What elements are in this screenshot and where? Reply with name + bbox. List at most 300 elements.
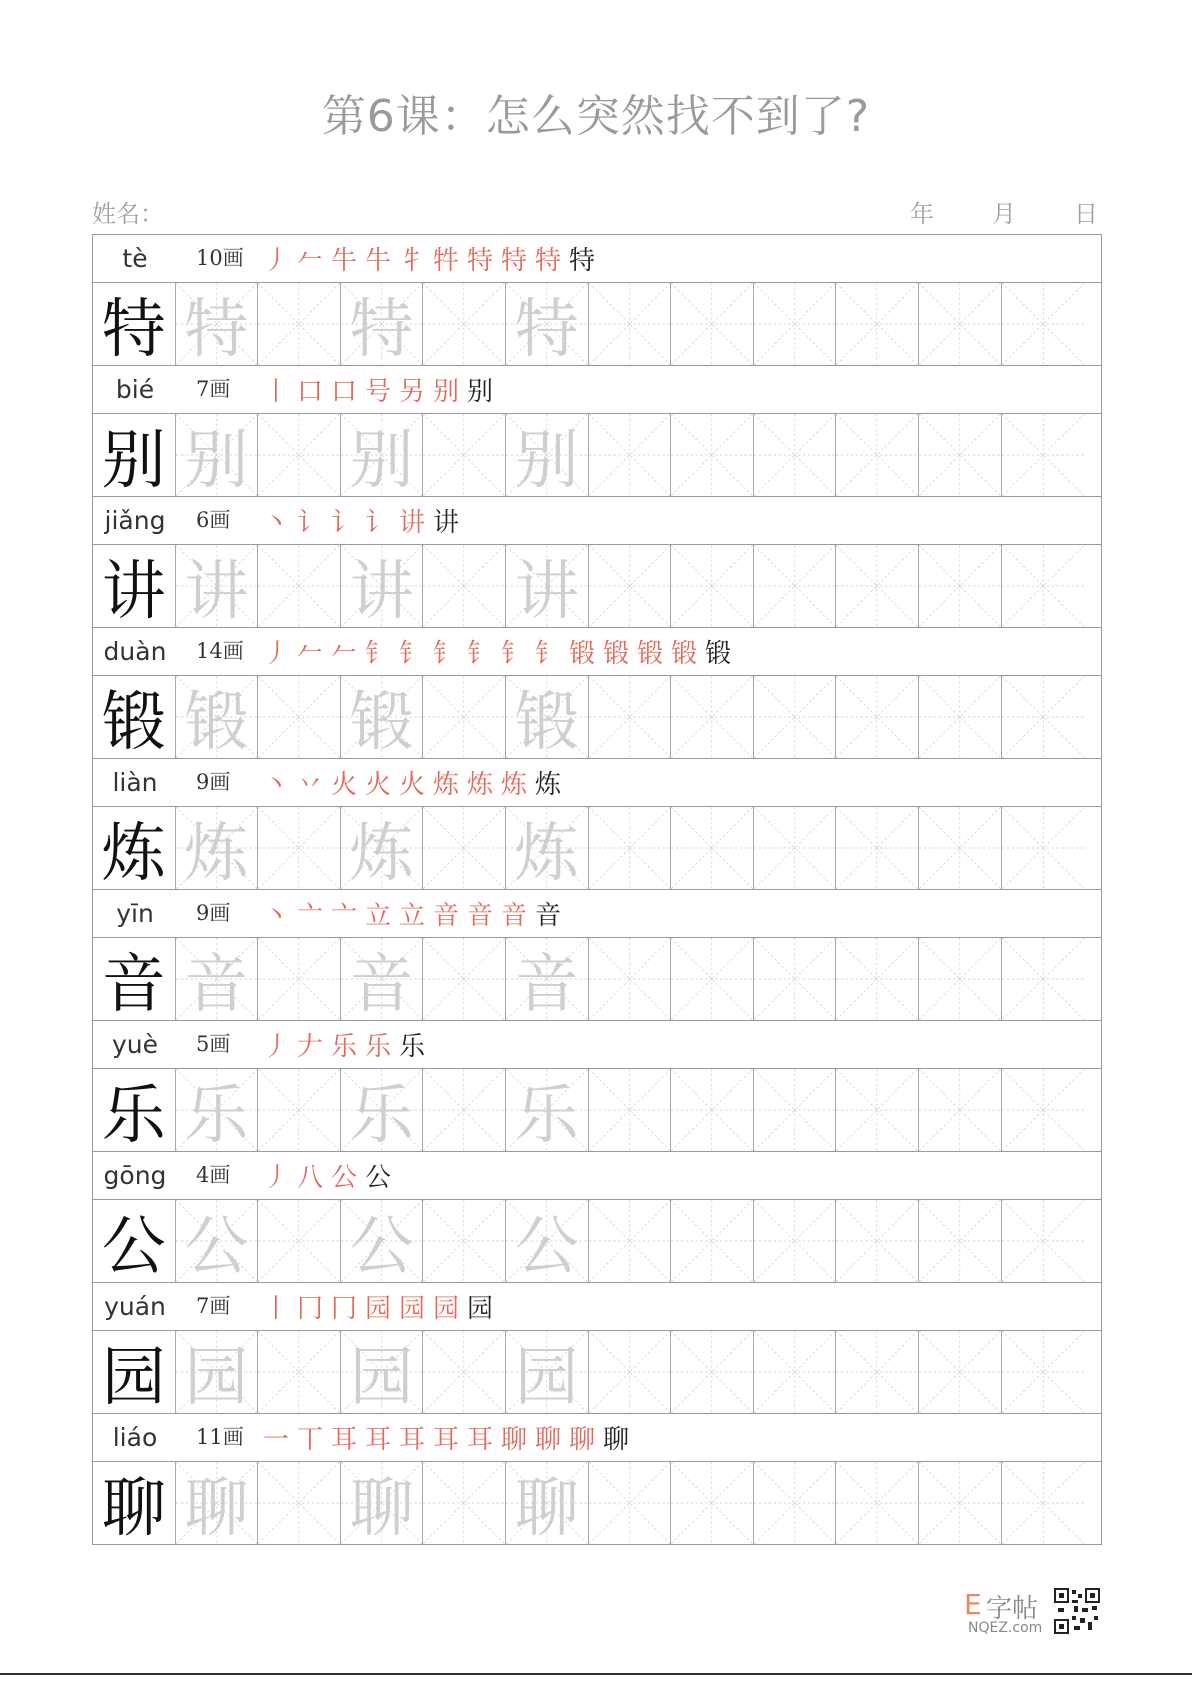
pinyin-label: yuán (104, 1292, 166, 1321)
stroke-order-step: 炼 (500, 770, 527, 800)
stroke-order-step: 音 (500, 901, 527, 931)
practice-cell[interactable] (671, 1462, 754, 1544)
trace-character: 别 (349, 424, 414, 496)
practice-cell[interactable] (176, 1200, 259, 1282)
stroke-order-step: 音 (432, 901, 459, 931)
stroke-order-step: 园 (432, 1294, 459, 1324)
model-character: 别 (101, 424, 166, 496)
practice-cell[interactable] (423, 283, 506, 365)
trace-character: 特 (349, 293, 414, 365)
stroke-order-step: 立 (364, 901, 391, 931)
stroke-order-step: 乐 (330, 1032, 357, 1062)
practice-cell[interactable] (836, 1462, 919, 1544)
stroke-order-step: 𠂉 (330, 639, 357, 669)
stroke-order-step: 炼 (466, 770, 493, 800)
stroke-order-step: 聊 (568, 1425, 595, 1455)
practice-cell[interactable] (671, 1331, 754, 1413)
trace-character: 炼 (514, 817, 579, 889)
practice-cell[interactable] (754, 1069, 837, 1151)
practice-cell[interactable] (341, 414, 424, 496)
stroke-order-step: 冂 (330, 1294, 357, 1324)
logo-letter: E (964, 1588, 982, 1621)
date-month-label: 月 (992, 200, 1016, 228)
practice-cell[interactable] (341, 938, 424, 1020)
trace-character: 讲 (184, 555, 249, 627)
model-character: 公 (101, 1210, 166, 1282)
stroke-info-row (93, 235, 1101, 283)
stroke-info-row (93, 628, 1101, 676)
trace-character: 音 (514, 948, 579, 1020)
practice-cell[interactable] (341, 1331, 424, 1413)
trace-character: 聊 (514, 1472, 579, 1544)
practice-cell[interactable] (258, 414, 341, 496)
stroke-order-step: 音 (534, 901, 561, 931)
trace-character: 聊 (184, 1472, 249, 1544)
stroke-count-label: 7画 (196, 377, 231, 401)
practice-cell[interactable] (423, 1069, 506, 1151)
writing-grid-row (93, 676, 1101, 759)
stroke-order-step: 讠 (296, 508, 323, 538)
practice-cell[interactable] (258, 1069, 341, 1151)
stroke-order-step: 火 (364, 770, 391, 800)
date-day-label: 日 (1074, 200, 1098, 228)
practice-cell[interactable] (423, 676, 506, 758)
stroke-count-label: 7画 (196, 1294, 231, 1318)
stroke-order-step: 丅 (296, 1425, 323, 1455)
stroke-info-row (93, 1021, 1101, 1069)
stroke-order-step: 讠 (364, 508, 391, 538)
practice-cell[interactable] (836, 807, 919, 889)
practice-cell[interactable] (176, 545, 259, 627)
stroke-order-step: 乐 (364, 1032, 391, 1062)
stroke-order-step: 一 (262, 1425, 289, 1455)
stroke-order-step: 钅 (466, 639, 493, 669)
practice-cell[interactable] (919, 1200, 1002, 1282)
practice-cell[interactable] (506, 1331, 589, 1413)
practice-cell[interactable] (506, 545, 589, 627)
writing-grid-row (93, 414, 1101, 497)
practice-cell[interactable] (919, 938, 1002, 1020)
stroke-order-step: 聊 (534, 1425, 561, 1455)
practice-cell[interactable] (754, 1462, 837, 1544)
trace-character: 乐 (514, 1079, 579, 1151)
trace-character: 别 (184, 424, 249, 496)
stroke-order-sequence (259, 497, 463, 544)
practice-cell[interactable] (506, 938, 589, 1020)
model-character-cell (93, 545, 176, 627)
stroke-order-step: 丶 (262, 508, 289, 538)
stroke-order-step: 钅 (500, 639, 527, 669)
practice-cell[interactable] (919, 807, 1002, 889)
practice-cell[interactable] (1002, 938, 1085, 1020)
practice-cell[interactable] (506, 414, 589, 496)
stroke-order-step: 公 (364, 1163, 391, 1193)
stroke-order-step: 丶 (262, 901, 289, 931)
stroke-info-row (93, 1152, 1101, 1200)
practice-cell[interactable] (836, 283, 919, 365)
stroke-order-step: 立 (398, 901, 425, 931)
practice-cell[interactable] (671, 545, 754, 627)
pinyin-label: duàn (103, 637, 167, 666)
practice-cell[interactable] (1002, 1331, 1085, 1413)
model-character-cell (93, 1331, 176, 1413)
stroke-order-step: 丷 (296, 770, 323, 800)
stroke-order-step: 耳 (330, 1425, 357, 1455)
practice-cell[interactable] (919, 1069, 1002, 1151)
practice-cell[interactable] (754, 545, 837, 627)
stroke-order-sequence (259, 1414, 633, 1461)
stroke-order-step: 耳 (364, 1425, 391, 1455)
model-character: 特 (101, 293, 166, 365)
stroke-order-step: 特 (568, 246, 595, 276)
practice-cell[interactable] (754, 1331, 837, 1413)
stroke-count-label: 6画 (196, 508, 231, 532)
practice-sheet (92, 234, 1102, 1545)
practice-cell[interactable] (919, 414, 1002, 496)
practice-cell[interactable] (1002, 807, 1085, 889)
model-character-cell (93, 1462, 176, 1544)
stroke-order-step: 口 (296, 377, 323, 407)
logo-text: 字帖 (986, 1594, 1039, 1624)
practice-cell[interactable] (754, 414, 837, 496)
model-character: 聊 (101, 1472, 166, 1544)
stroke-order-step: 园 (364, 1294, 391, 1324)
practice-cell[interactable] (506, 807, 589, 889)
qr-code-icon (1054, 1588, 1100, 1634)
stroke-order-step: 园 (398, 1294, 425, 1324)
practice-cell[interactable] (506, 1069, 589, 1151)
stroke-order-step: 钅 (534, 639, 561, 669)
practice-cell[interactable] (754, 676, 837, 758)
stroke-count-label: 9画 (196, 770, 231, 794)
stroke-order-step: 𠂉 (296, 246, 323, 276)
stroke-order-step: 口 (330, 377, 357, 407)
trace-character: 乐 (349, 1079, 414, 1151)
practice-cell[interactable] (671, 1069, 754, 1151)
stroke-order-step: 耳 (466, 1425, 493, 1455)
practice-cell[interactable] (341, 1069, 424, 1151)
stroke-count-label: 4画 (196, 1163, 231, 1187)
stroke-order-step: 另 (398, 377, 425, 407)
writing-grid-row (93, 1331, 1101, 1414)
pinyin-label: jiǎng (104, 506, 166, 535)
practice-cell[interactable] (836, 676, 919, 758)
stroke-order-sequence (259, 235, 599, 282)
stroke-order-step: 乐 (398, 1032, 425, 1062)
stroke-order-sequence (259, 366, 497, 413)
trace-character: 锻 (184, 686, 249, 758)
practice-cell[interactable] (341, 676, 424, 758)
pinyin-label: yuè (111, 1030, 159, 1059)
stroke-order-step: 聊 (500, 1425, 527, 1455)
page-bottom-rule (0, 1673, 1192, 1675)
practice-cell[interactable] (423, 545, 506, 627)
pinyin-label: tè (122, 244, 148, 273)
practice-cell[interactable] (423, 1200, 506, 1282)
practice-cell[interactable] (258, 676, 341, 758)
stroke-count-label: 14画 (196, 639, 244, 663)
stroke-info-row (93, 497, 1101, 545)
stroke-order-step: 特 (534, 246, 561, 276)
stroke-order-step: 丨 (262, 1294, 289, 1324)
practice-cell[interactable] (176, 414, 259, 496)
practice-cell[interactable] (836, 1200, 919, 1282)
stroke-order-step: 丿 (262, 639, 289, 669)
practice-cell[interactable] (589, 414, 672, 496)
trace-character: 特 (514, 293, 579, 365)
practice-cell[interactable] (506, 676, 589, 758)
trace-character: 锻 (349, 686, 414, 758)
stroke-order-step: 讠 (330, 508, 357, 538)
practice-cell[interactable] (341, 807, 424, 889)
practice-cell[interactable] (258, 938, 341, 1020)
stroke-order-step: 亠 (296, 901, 323, 931)
trace-character: 公 (349, 1210, 414, 1282)
trace-character: 锻 (514, 686, 579, 758)
trace-character: 聊 (349, 1472, 414, 1544)
stroke-order-step: 八 (296, 1163, 323, 1193)
stroke-order-step: 牪 (432, 246, 459, 276)
practice-cell[interactable] (754, 938, 837, 1020)
practice-cell[interactable] (671, 414, 754, 496)
practice-cell[interactable] (589, 545, 672, 627)
trace-character: 特 (184, 293, 249, 365)
practice-cell[interactable] (671, 283, 754, 365)
stroke-order-step: 丿 (262, 246, 289, 276)
stroke-order-step: 牜 (398, 246, 425, 276)
practice-cell[interactable] (176, 807, 259, 889)
trace-character: 音 (184, 948, 249, 1020)
practice-cell[interactable] (176, 676, 259, 758)
practice-cell[interactable] (836, 414, 919, 496)
stroke-info-row (93, 759, 1101, 807)
practice-cell[interactable] (176, 1331, 259, 1413)
stroke-order-step: 𠂇 (296, 1032, 323, 1062)
practice-cell[interactable] (506, 1462, 589, 1544)
practice-cell[interactable] (176, 1069, 259, 1151)
stroke-order-step: 牛 (330, 246, 357, 276)
stroke-order-sequence (259, 628, 735, 675)
logo-url: NQEZ.com (968, 1620, 1043, 1636)
practice-cell[interactable] (754, 283, 837, 365)
practice-cell[interactable] (341, 545, 424, 627)
stroke-info-row (93, 366, 1101, 414)
practice-cell[interactable] (589, 1200, 672, 1282)
trace-character: 炼 (184, 817, 249, 889)
pinyin-label: gōng (103, 1161, 167, 1190)
stroke-order-step: 钅 (432, 639, 459, 669)
practice-cell[interactable] (176, 938, 259, 1020)
practice-cell[interactable] (423, 1462, 506, 1544)
stroke-order-step: 牛 (364, 246, 391, 276)
stroke-order-step: 特 (466, 246, 493, 276)
stroke-order-step: 聊 (602, 1425, 629, 1455)
practice-cell[interactable] (589, 676, 672, 758)
practice-cell[interactable] (258, 283, 341, 365)
model-character-cell (93, 1200, 176, 1282)
stroke-order-step: 钅 (364, 639, 391, 669)
model-character-cell (93, 938, 176, 1020)
practice-cell[interactable] (341, 283, 424, 365)
practice-cell[interactable] (754, 807, 837, 889)
stroke-count-label: 5画 (196, 1032, 231, 1056)
trace-character: 园 (184, 1341, 249, 1413)
practice-cell[interactable] (258, 1200, 341, 1282)
practice-cell[interactable] (589, 283, 672, 365)
practice-cell[interactable] (919, 283, 1002, 365)
date-year-label: 年 (910, 200, 934, 228)
stroke-count-label: 9画 (196, 901, 231, 925)
stroke-order-step: 炼 (534, 770, 561, 800)
practice-cell[interactable] (423, 807, 506, 889)
practice-cell[interactable] (589, 1462, 672, 1544)
trace-character: 讲 (514, 555, 579, 627)
stroke-info-row (93, 1283, 1101, 1331)
practice-cell[interactable] (671, 676, 754, 758)
practice-cell[interactable] (836, 938, 919, 1020)
practice-cell[interactable] (258, 1331, 341, 1413)
practice-cell[interactable] (258, 807, 341, 889)
practice-cell[interactable] (423, 1331, 506, 1413)
writing-grid-row (93, 1462, 1101, 1545)
writing-grid-row (93, 1200, 1101, 1283)
practice-cell[interactable] (1002, 676, 1085, 758)
practice-cell[interactable] (258, 545, 341, 627)
stroke-order-step: 丨 (262, 377, 289, 407)
practice-cell[interactable] (1002, 283, 1085, 365)
pinyin-label: bié (115, 375, 155, 404)
trace-character: 炼 (349, 817, 414, 889)
practice-cell[interactable] (176, 1462, 259, 1544)
practice-cell[interactable] (589, 938, 672, 1020)
stroke-order-step: 锻 (704, 639, 731, 669)
writing-grid-row (93, 1069, 1101, 1152)
page-title: 第6课：怎么突然找不到了? (321, 91, 871, 142)
pinyin-label: liáo (112, 1423, 158, 1452)
model-character-cell (93, 283, 176, 365)
practice-cell[interactable] (589, 807, 672, 889)
practice-cell[interactable] (1002, 1200, 1085, 1282)
stroke-order-step: 炼 (432, 770, 459, 800)
practice-cell[interactable] (258, 1462, 341, 1544)
stroke-order-step: 耳 (398, 1425, 425, 1455)
model-character-cell (93, 676, 176, 758)
stroke-order-step: 号 (364, 377, 391, 407)
practice-cell[interactable] (506, 1200, 589, 1282)
practice-cell[interactable] (836, 1069, 919, 1151)
stroke-order-step: 公 (330, 1163, 357, 1193)
practice-cell[interactable] (919, 1331, 1002, 1413)
stroke-order-step: 锻 (636, 639, 663, 669)
practice-cell[interactable] (919, 676, 1002, 758)
stroke-order-step: 𠂉 (296, 639, 323, 669)
model-character: 乐 (101, 1079, 166, 1151)
practice-cell[interactable] (671, 807, 754, 889)
pinyin-label: liàn (112, 768, 158, 797)
model-character: 炼 (101, 817, 166, 889)
stroke-order-step: 火 (330, 770, 357, 800)
stroke-order-step: 丿 (262, 1163, 289, 1193)
practice-cell[interactable] (1002, 1069, 1085, 1151)
stroke-order-step: 锻 (602, 639, 629, 669)
stroke-order-step: 园 (466, 1294, 493, 1324)
practice-cell[interactable] (589, 1331, 672, 1413)
trace-character: 园 (514, 1341, 579, 1413)
model-character: 园 (101, 1341, 166, 1413)
stroke-order-step: 锻 (670, 639, 697, 669)
model-character-cell (93, 414, 176, 496)
stroke-count-label: 10画 (196, 246, 244, 270)
model-character: 讲 (101, 555, 166, 627)
stroke-order-step: 别 (432, 377, 459, 407)
writing-grid-row (93, 938, 1101, 1021)
stroke-order-sequence (259, 890, 565, 937)
stroke-order-sequence (259, 1152, 395, 1199)
model-character: 锻 (101, 686, 166, 758)
practice-cell[interactable] (836, 1331, 919, 1413)
stroke-order-step: 火 (398, 770, 425, 800)
practice-cell[interactable] (671, 1200, 754, 1282)
practice-cell[interactable] (176, 283, 259, 365)
practice-cell[interactable] (506, 283, 589, 365)
model-character-cell (93, 807, 176, 889)
stroke-order-sequence (259, 1283, 497, 1330)
stroke-info-row (93, 890, 1101, 938)
writing-grid-row (93, 807, 1101, 890)
stroke-order-step: 冂 (296, 1294, 323, 1324)
stroke-order-step: 别 (466, 377, 493, 407)
trace-character: 乐 (184, 1079, 249, 1151)
practice-cell[interactable] (341, 1200, 424, 1282)
stroke-count-label: 11画 (196, 1425, 244, 1449)
stroke-order-sequence (259, 759, 565, 806)
trace-character: 公 (514, 1210, 579, 1282)
practice-cell[interactable] (919, 545, 1002, 627)
writing-grid-row (93, 283, 1101, 366)
practice-cell[interactable] (341, 1462, 424, 1544)
trace-character: 音 (349, 948, 414, 1020)
model-character-cell (93, 1069, 176, 1151)
stroke-order-step: 丶 (262, 770, 289, 800)
practice-cell[interactable] (589, 1069, 672, 1151)
trace-character: 讲 (349, 555, 414, 627)
practice-cell[interactable] (919, 1462, 1002, 1544)
stroke-order-step: 丿 (262, 1032, 289, 1062)
practice-cell[interactable] (671, 938, 754, 1020)
practice-cell[interactable] (1002, 1462, 1085, 1544)
stroke-order-sequence (259, 1021, 429, 1068)
writing-grid-row (93, 545, 1101, 628)
stroke-order-step: 讲 (432, 508, 459, 538)
stroke-order-step: 音 (466, 901, 493, 931)
trace-character: 别 (514, 424, 579, 496)
pinyin-label: yīn (116, 899, 154, 928)
practice-cell[interactable] (423, 938, 506, 1020)
practice-cell[interactable] (423, 414, 506, 496)
stroke-order-step: 耳 (432, 1425, 459, 1455)
trace-character: 公 (184, 1210, 249, 1282)
practice-cell[interactable] (1002, 414, 1085, 496)
practice-cell[interactable] (754, 1200, 837, 1282)
name-label: 姓名： (92, 200, 164, 228)
model-character: 音 (101, 948, 166, 1020)
trace-character: 园 (349, 1341, 414, 1413)
stroke-order-step: 讲 (398, 508, 425, 538)
stroke-order-step: 钅 (398, 639, 425, 669)
stroke-info-row (93, 1414, 1101, 1462)
practice-cell[interactable] (1002, 545, 1085, 627)
practice-cell[interactable] (836, 545, 919, 627)
